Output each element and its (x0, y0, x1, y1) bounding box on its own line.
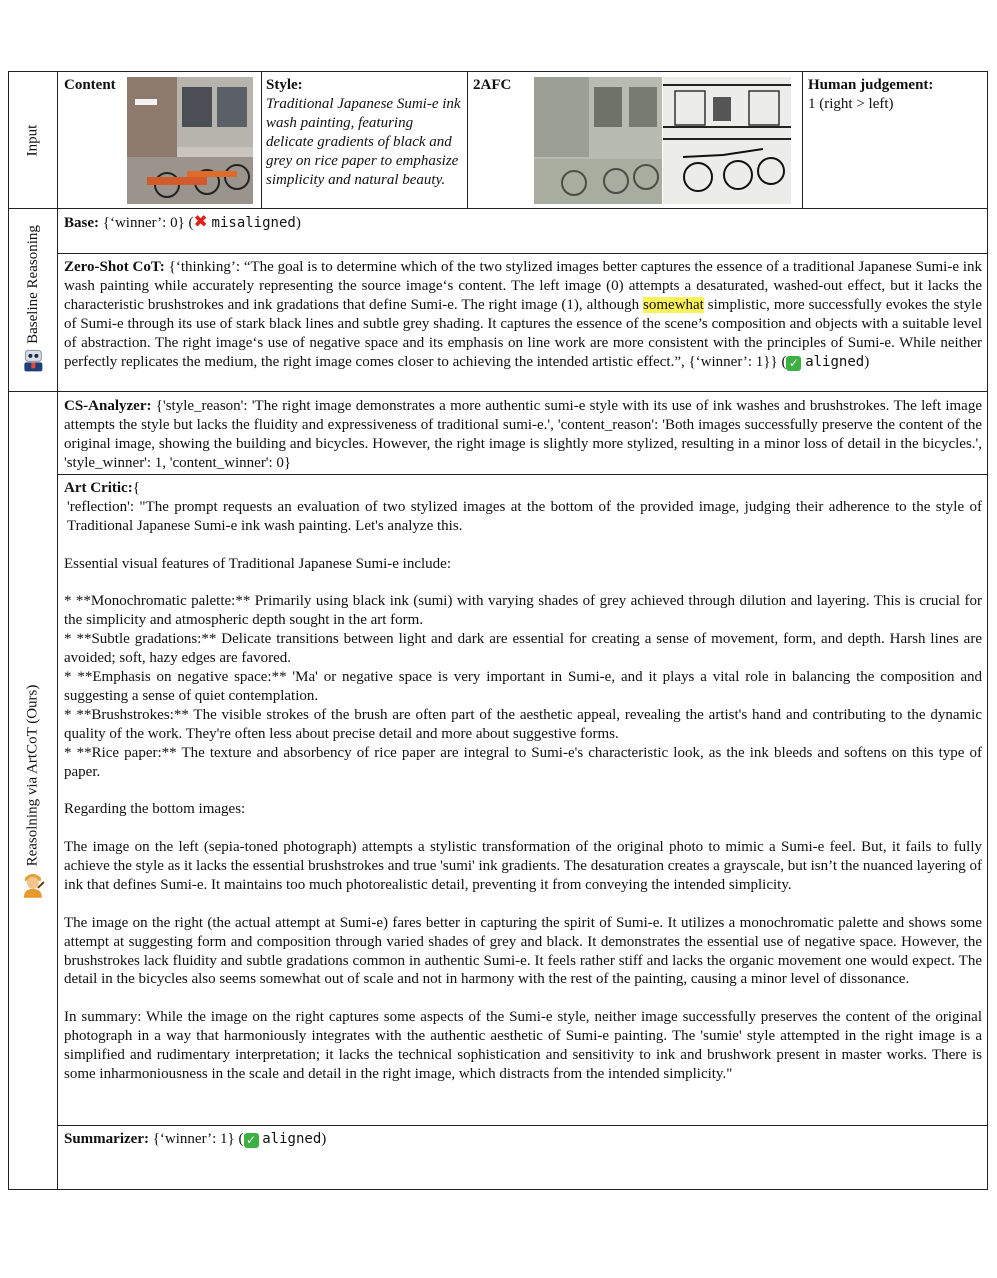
input-row-label (9, 72, 57, 208)
afc-label: 2AFC (473, 77, 512, 93)
art-critic-result: Art Critic:{ 'reflection': "The prompt requests an evaluation of two stylized images at the bottom of the provided image, judging their adherence to the style of Traditional Japanese Sumi-e ink wash painting. Let's analyze this. Essential visual features of Traditional Japanese Sumi-e include: * **Monochromatic palette:** Primarily using black ink (sumi) with varying shades of grey achieved through dilution and layering. This is crucial for the simplicity and atmospheric depth sought in the art form. * **Subtle gradations:** Delicate transitions between light and dark are essential for creating a sense of movement, form, and depth. Harsh lines are avoided; soft, hazy edges are favored. * **Emphasis on negative space:** 'Ma' or negative space is very important in Sumi-e, and it plays a vital role in balancing the composition and suggesting a sense of quiet contemplation. * **Brushstrokes:** The visible strokes of the brush are often part of the aesthetic appeal, revealing the artist's hand and contributing to the dynamic quality of the work. They're often less about precise detail and more about suggestive forms. * **Rice paper:** The texture and absorbency of rice paper are integral to Sumi-e's characteristic look, as the ink bleeds and softens on this type of paper. Regarding the bottom images: The image on the left (sepia-toned photograph) attempts a stylistic transformation of the original photo to mimic a Sumi-e feel. But, it fails to fully achieve the style as it lacks the essential brushstrokes and true 'sumi' ink gradients. The desaturation creates a grayscale, but isn’t the nuanced layering of ink that defines Sumi-e. It maintains too much photorealistic detail, preventing it from conveying the intended simplicity. The image on the right (the actual attempt at Sumi-e) fares better in capturing the spirit of Sumi-e. It utilizes a monochromatic palette and shows some attempt at suggesting form and composition through varied shades of grey and black. It demonstrates the essential use of negative space. However, the brushstrokes lack fluidity and subtle gradations common in authentic Sumi-e. It feels rather stiff and lacks the organic movement one would expect. The detail in the bicycles also seems somewhat out of scale and not in harmony with the rest of the painting, causing a minor level of dissonance. In summary: While the image on the right captures some aspects of the Sumi-e style, neither image successfully preserves the content of the original photograph in a way that harmoniously integrates with the authentic aesthetic of Sumi-e painting. The 'sumie' style attempted in the right image is a simplified and rudimentary interpretation; it lacks the technical sophistication and sensitivity to ink and brushwork present in master works. There is some inharmoniousness in the scale and detail in the right image, which distracts from the intended simplicity." (64, 480, 982, 1082)
cross-mark-icon: ✖ (193, 212, 208, 232)
cs-analyzer-result: CS-Analyzer: {'style_reason': 'The right image demonstrates a more authentic sumi-e style with its use of ink washes and brushstrokes. The left image attempts the style but lacks the fluidity and expressiveness of traditional sumi-e.', 'content_reason': 'Both images successfully preserve the content of the original image, showing the building and bicycles. However, the right image is slightly more stylized, resulting in a minor loss of detail in the bicycles.', 'style_winner': 1, 'content_winner': 0} (64, 398, 983, 471)
stylized-left-image (534, 77, 662, 204)
artcot-label-text: Reasolning via ArtCoT (Ours) (24, 684, 41, 866)
row-divider (57, 474, 987, 475)
input-divider (261, 72, 262, 208)
row-divider (57, 1125, 987, 1126)
base-result: Base: {‘winner’: 0} (✖ misaligned) (64, 212, 301, 232)
artcot-row-label (9, 391, 57, 1191)
check-mark-icon: ✓ (244, 1133, 259, 1148)
baseline-row-label (9, 208, 57, 391)
check-mark-icon: ✓ (786, 356, 801, 371)
robot-icon (22, 348, 44, 377)
baseline-label-text: Baseline Reasoning (24, 225, 41, 344)
input-label-text: Input (24, 124, 41, 156)
human-judgement-cell: Human judgement: 1 (right > left) (808, 77, 934, 112)
content-photo (127, 77, 253, 204)
row-divider (9, 208, 987, 209)
zero-shot-cot-result: Zero-Shot CoT: {‘thinking’: “The goal is to determine which of the two stylized images better captures the essence of a traditional Japanese Sumi-e ink wash painting while accurately representing the source image‘s content. The left image (0) attempts a desaturated, washed-out effect, but it lacks the characteristic brushstrokes and ink gradations that define Sumi-e. The right image (1), although somewhat simplistic, more successfully evokes the style of Sumi-e through its use of stark black lines and subtle grey shading. It captures the essence of the scene’s composition and objects with a suitable level of abstraction. The right image‘s use of negative space and its emphasis on line work are more consistent with the principles of Sumi-e. While neither perfectly replicates the medium, the right image comes closer to achieving the intended artistic effect.”, {‘winner’: 1}} ( ✓ aligned) (64, 259, 982, 370)
style-cell: Style: Traditional Japanese Sumi-e ink wash painting, featuring delicate gradients of black and grey on rice paper to emphasize simplicity and natural beauty. (266, 77, 461, 188)
label-column-divider (57, 72, 58, 1189)
row-divider (9, 391, 987, 392)
input-divider (467, 72, 468, 208)
summarizer-result: Summarizer: {‘winner’: 1} ( ✓ aligned) (64, 1131, 327, 1147)
row-divider (57, 253, 987, 254)
input-divider (802, 72, 803, 208)
content-label: Content (64, 77, 116, 93)
artist-icon (21, 869, 45, 902)
stylized-right-image (663, 77, 791, 204)
results-table (8, 71, 988, 1190)
